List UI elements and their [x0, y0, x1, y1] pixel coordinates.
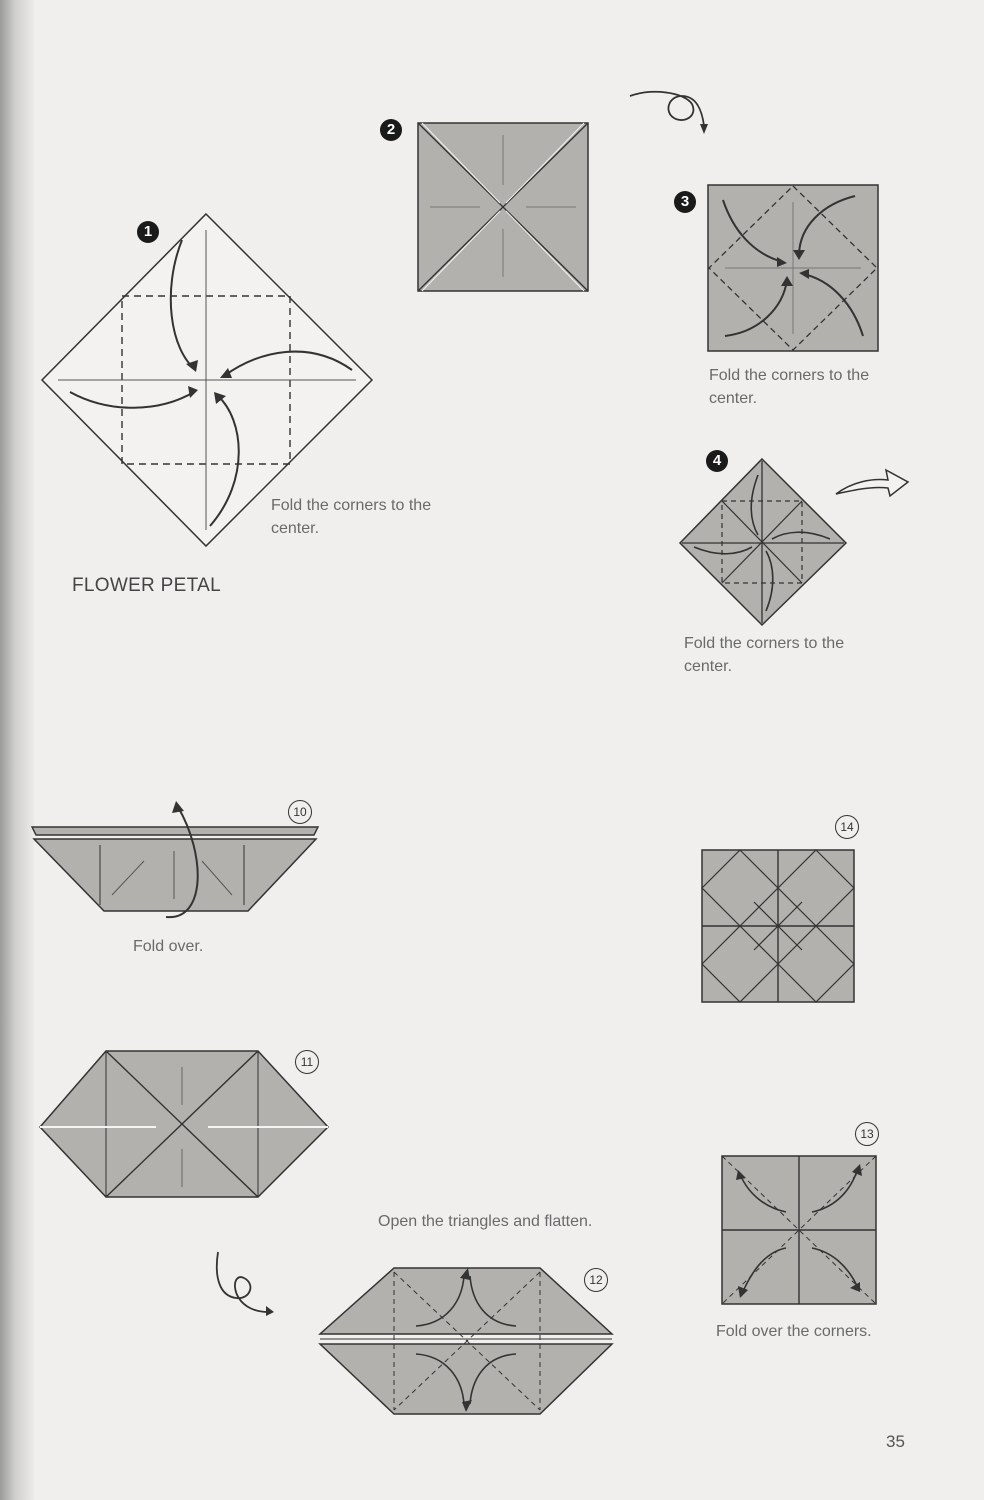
step-13-caption: Fold over the corners.: [716, 1323, 872, 1340]
step-3-number: 3: [674, 191, 696, 213]
step-1-number: 1: [137, 221, 159, 243]
fold-arrow-icon: [832, 460, 914, 502]
step-10-caption: Fold over.: [133, 938, 204, 955]
step-13-diagram: [716, 1150, 882, 1310]
step-12-caption: Open the triangles and flatten.: [378, 1213, 593, 1230]
step-1-caption: Fold the corners to the center.: [271, 497, 432, 537]
step-4-diagram: [676, 455, 852, 627]
turn-over-icon: [622, 82, 712, 142]
step-11-number: 11: [295, 1050, 319, 1074]
step-10-diagram: [26, 795, 326, 925]
step-3-caption: Fold the corners to the center.: [709, 367, 870, 407]
step-2-number: 2: [380, 119, 402, 141]
step-3-diagram: [703, 180, 885, 358]
step-10-number: 10: [288, 800, 312, 824]
step-14-diagram: [696, 842, 860, 1008]
step-13-number: 13: [855, 1122, 879, 1146]
turn-over-icon-2: [210, 1248, 280, 1318]
step-14-number: 14: [835, 815, 859, 839]
page-number: 35: [886, 1432, 905, 1451]
step-12-diagram: [316, 1262, 616, 1422]
step-4-caption: Fold the corners to the center.: [684, 635, 845, 675]
step-11-diagram: [36, 1045, 336, 1205]
step-12-number: 12: [584, 1268, 608, 1292]
step-2-diagram: [410, 115, 600, 300]
page-title: FLOWER PETAL: [72, 575, 221, 596]
step-4-number: 4: [706, 450, 728, 472]
